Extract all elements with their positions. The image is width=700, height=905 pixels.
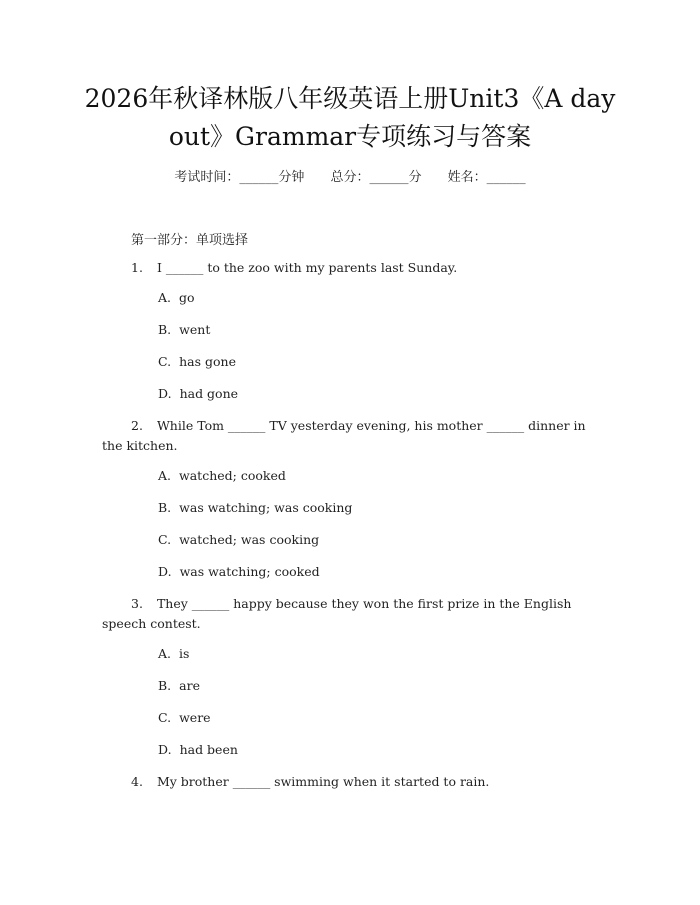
student-name: 姓名：______ [447,170,526,185]
option-2c [102,530,602,550]
option-letter: A. [158,646,172,661]
option-3a [102,644,602,664]
option-letter: B. [158,500,172,515]
option-2d [102,562,602,582]
question-2 [102,416,602,456]
option-letter: C. [158,710,172,725]
option-1b [102,320,602,340]
option-text: had gone [179,386,239,401]
option-letter: D. [158,564,172,579]
question-text: My brother ______ swimming when it started to rain. [156,774,490,789]
question-number: 2. [131,418,143,433]
document-title: 2026年秋译林版八年级英语上册Unit3《A day out》Grammar专项练习与答案 [84,84,616,151]
option-text: is [179,646,190,661]
section-title: 第一部分：单项选择 [131,233,249,248]
option-1a [102,288,602,308]
question-text: I ______ to the zoo with my parents last Sunday. [156,260,458,275]
question-1 [102,258,602,278]
question-number: 3. [131,596,143,611]
option-letter: B. [158,322,172,337]
total-score: 总分：______分 [330,170,422,185]
option-3b [102,676,602,696]
option-letter: B. [158,678,172,693]
option-text: has gone [179,354,236,369]
option-letter: D. [158,742,172,757]
exam-time: 考试时间：______分钟 [174,170,305,185]
option-text: was watching; cooked [179,564,320,579]
option-3c [102,708,602,728]
option-text: were [179,710,211,725]
option-text: are [179,678,200,693]
question-3 [102,594,602,634]
option-letter: D. [158,386,172,401]
option-text: go [179,290,195,305]
option-text: watched; cooked [179,468,286,483]
option-text: had been [179,742,238,757]
option-letter: C. [158,532,172,547]
option-text: watched; was cooking [179,532,320,547]
question-4 [102,772,602,792]
option-text: went [179,322,211,337]
question-list [102,258,602,802]
question-number: 1. [131,260,143,275]
option-3d [102,740,602,760]
question-number: 4. [131,774,143,789]
option-letter: A. [158,290,172,305]
option-1d [102,384,602,404]
option-letter: C. [158,354,172,369]
question-text: They ______ happy because they won the first prize in the English speech contest. [102,596,572,631]
question-text: While Tom ______ TV yesterday evening, his mother ______ dinner in the kitchen. [102,418,586,453]
option-1c [102,352,602,372]
option-2a [102,466,602,486]
option-2b [102,498,602,518]
option-text: was watching; was cooking [179,500,353,515]
option-letter: A. [158,468,172,483]
exam-info [0,166,700,185]
